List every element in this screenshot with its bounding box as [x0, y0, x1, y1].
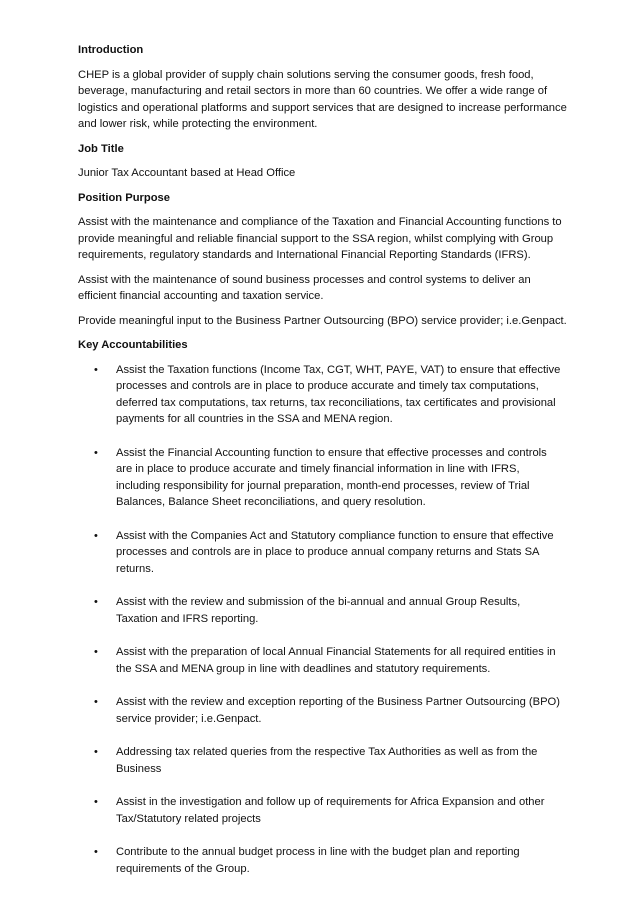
bullet-icon: •	[94, 529, 98, 542]
bullet-icon: •	[94, 446, 98, 459]
document-page	[78, 42, 568, 894]
list-item-text: Assist with the preparation of local Annual Financial Statements for all required entities in the SSA and MENA group in line with deadlines and statutory requirements.	[116, 646, 556, 675]
list-item-text: Assist the Taxation functions (Income Tax, CGT, WHT, PAYE, VAT) to ensure that effective processes and controls are in place to produce accurate and timely tax computations, deferred tax computations, tax returns, tax reconciliations, tax certificates and provisional payments for all countries in the SSA and MENA region.	[116, 363, 561, 425]
list-item-text: Assist in the investigation and follow up of requirements for Africa Expansion and other Tax/Statutory related projects	[116, 796, 545, 825]
list-item-text: Contribute to the annual budget process in line with the budget plan and reporting requirements of the Group.	[116, 846, 520, 875]
list-item-text: Assist the Financial Accounting function to ensure that effective processes and controls are in place to produce accurate and timely financial information in line with IFRS, including responsibility for journal preparation, month-end processes, review of Trial Balances, Balance Sheet reconciliations, and query resolution.	[116, 446, 547, 508]
list-item	[78, 744, 568, 777]
list-item	[78, 594, 568, 627]
bullet-icon: •	[94, 596, 98, 608]
list-item-text: Assist with the review and exception reporting of the Business Partner Outsourcing (BPO) service provider; i.e.Genpact.	[116, 696, 560, 725]
list-item	[78, 362, 568, 428]
list-item	[78, 844, 568, 877]
list-item	[78, 644, 568, 677]
list-item	[78, 445, 568, 511]
list-item-text: Assist with the Companies Act and Statutory compliance function to ensure that effective processes and controls are in place to produce annual company returns and Stats SA returns.	[116, 529, 554, 575]
position-purpose-paragraph: Assist with the maintenance and compliance of the Taxation and Financial Accounting functions to provide meaningful and reliable financial support to the SSA region, whilst complying with Group requirements, regulatory standards and International Financial Reporting Standards (IFRS).	[78, 216, 562, 261]
bullet-icon: •	[94, 846, 98, 858]
list-item-text: Assist with the review and submission of the bi-annual and annual Group Results, Taxation and IFRS reporting.	[116, 596, 521, 625]
job-title-heading: Job Title	[78, 142, 124, 155]
list-item	[78, 694, 568, 727]
bullet-icon: •	[94, 363, 98, 376]
position-purpose-paragraph: Provide meaningful input to the Business Partner Outsourcing (BPO) service provider; i.e.Genpact.	[78, 314, 567, 327]
bullet-icon: •	[94, 746, 98, 758]
position-purpose-heading: Position Purpose	[78, 191, 170, 204]
bullet-icon: •	[94, 646, 98, 658]
bullet-icon: •	[94, 796, 98, 808]
list-item	[78, 794, 568, 827]
position-purpose-paragraph: Assist with the maintenance of sound business processes and control systems to deliver an efficient financial accounting and taxation service.	[78, 273, 531, 302]
intro-paragraph: CHEP is a global provider of supply chain solutions serving the consumer goods, fresh food, beverage, manufacturing and retail sectors in more than 60 countries. We offer a wide range of logistics and operational platforms and support services that are designed to increase performance and lower risk, while protecting the environment.	[78, 68, 567, 130]
intro-heading: Introduction	[78, 44, 144, 56]
job-title-text: Junior Tax Accountant based at Head Office	[78, 167, 296, 179]
list-item	[78, 528, 568, 578]
bullet-icon: •	[94, 696, 98, 708]
key-accountabilities-heading: Key Accountabilities	[78, 339, 188, 351]
list-item-text: Addressing tax related queries from the respective Tax Authorities as well as from the Business	[116, 746, 538, 775]
key-accountabilities-list	[78, 362, 568, 878]
